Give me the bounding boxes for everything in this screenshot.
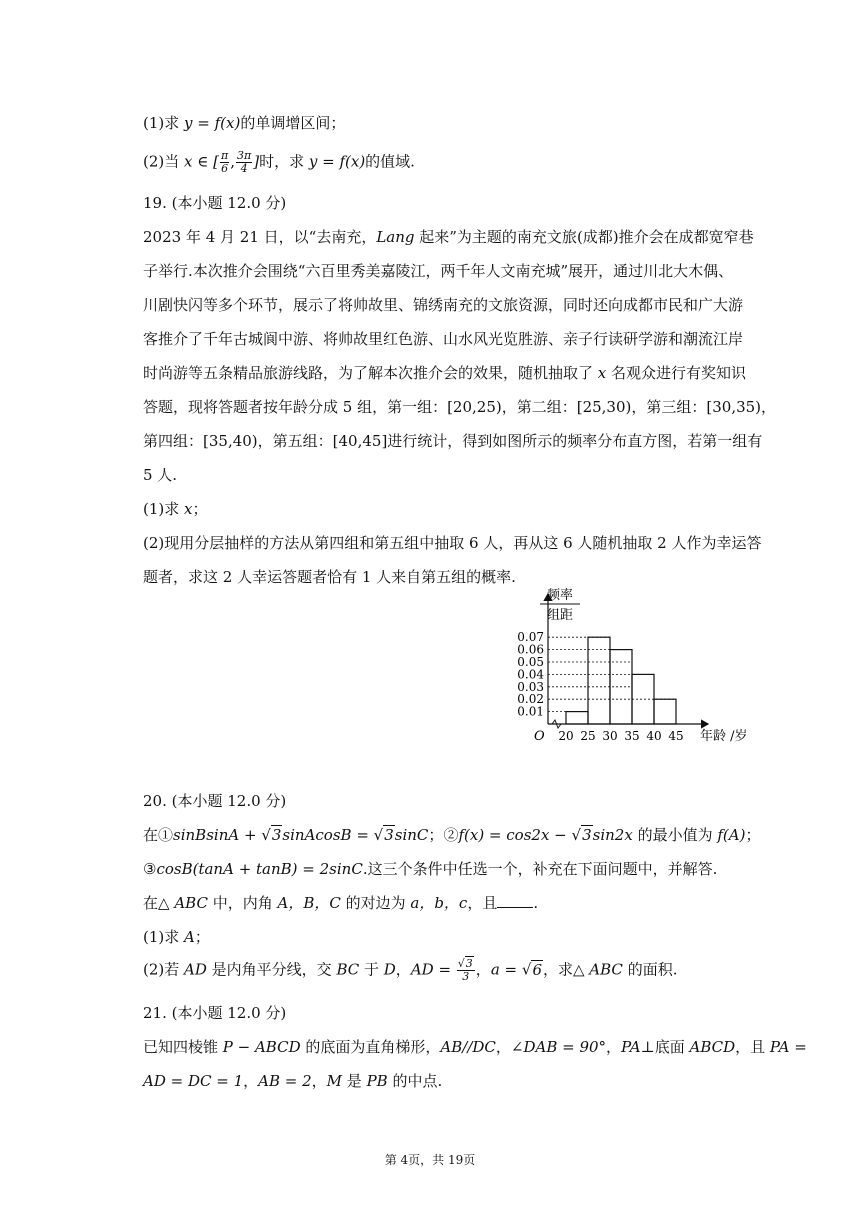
q20-l3-post: ，且 <box>467 894 498 912</box>
q20-l2-math: cosB(tanA + tanB) = 2sinC <box>156 860 363 878</box>
x-tick-label: 35 <box>624 729 640 743</box>
q19-part2-b: 题者，求这 2 人幸运答题者恰有 1 人来自第五组的概率. <box>143 568 516 586</box>
x-tick-label: 20 <box>558 729 574 743</box>
q18-part1 <box>143 112 345 133</box>
q19-line-5 <box>143 362 746 383</box>
fraction-sqrt3-3 <box>457 958 475 983</box>
q21-l1-mid2: ⊥底面 <box>640 1038 690 1056</box>
q20-l3-end: . <box>533 894 539 912</box>
x-tick-labels <box>558 729 683 743</box>
sqrt3: 3 <box>582 826 592 844</box>
y-tick-label: 0.02 <box>517 692 544 707</box>
q20-p2-end: 的面积. <box>622 960 678 979</box>
frac-num: π <box>220 149 229 162</box>
q20-header: 20. (本小题 12.0 分) <box>143 792 287 810</box>
q19-line-7: 第四组：[35,40)，第五组：[40,45]进行统计，得到如图所示的频率分布直方图，若第一组有 <box>143 432 763 450</box>
q20-l1-fa: f(A) <box>717 826 746 844</box>
histogram-bar <box>632 674 654 724</box>
q19-l1b: Lang <box>376 228 415 246</box>
q20-p2-ad2: AD = <box>410 960 456 979</box>
frac-den: 3 <box>462 970 470 983</box>
sqrt3: 3 <box>384 826 394 844</box>
q19-l5a: 时尚游等五条精品旅游线路，为了解本次推介会的效果，随机抽取了 <box>143 364 598 382</box>
q21-l1-m2: AB//DC <box>440 1038 496 1056</box>
histogram-bar <box>566 712 588 724</box>
frequency-histogram <box>500 584 760 749</box>
circled-3: ③ <box>143 860 157 878</box>
q20-line-3 <box>143 892 538 913</box>
frac-den: 6 <box>221 162 229 175</box>
page-footer: 第 4页，共 19页 <box>384 1153 476 1167</box>
comma: ， <box>395 960 411 979</box>
q19-l1a: 2023 年 4 月 21 日，以“去南充， <box>143 228 377 246</box>
x-tick-label: 45 <box>668 729 684 743</box>
q20-l1-m4: f(x) = cos2x − <box>458 826 572 844</box>
q20-line-2 <box>143 858 717 879</box>
fraction-3pi-4 <box>236 150 252 175</box>
q18-p1-math: y = f(x) <box>184 114 241 132</box>
comma: ， <box>606 1038 622 1056</box>
q21-l1-mid3: ，且 <box>735 1038 770 1056</box>
q21-l1-m6: PA = <box>769 1038 807 1056</box>
q20-l3-angles: A，B，C <box>277 894 341 912</box>
q20-p1-a: A <box>184 928 195 946</box>
y-tick-label: 0.04 <box>517 667 544 682</box>
q20-p2-d: D <box>383 960 396 979</box>
x-tick-label: 40 <box>646 729 662 743</box>
q21-line-2 <box>143 1070 442 1091</box>
sqrt3: 3 <box>465 957 473 970</box>
q20-p2-ad: AD <box>184 960 207 979</box>
q18-p2-post: 的值域. <box>365 152 415 171</box>
q20-l1-m2: sinAcosB = <box>282 826 374 844</box>
q20-l1-m3: sinC <box>394 826 429 844</box>
sep: ； <box>428 826 444 844</box>
histogram-bars <box>566 637 676 724</box>
q21-l1-m1: P − ABCD <box>222 1038 301 1056</box>
q19-line-4: 客推介了千年古城阆中游、将帅故里红色游、山水风光览胜游、亲子行读研学游和潮流江岸 <box>143 330 744 348</box>
y-label-top: 频率 <box>546 588 574 603</box>
q19-p1-post: ； <box>192 500 208 518</box>
q21-l2-post: 的中点. <box>387 1072 443 1090</box>
q20-part2: (2)若 AD 是内角平分线，交 BC 于 D，AD = $\frac{√3}{3}$ ，a = √6，求△ ABC 的面积. <box>143 957 678 983</box>
q19-line-8: 5 人. <box>143 466 178 484</box>
q18-p2-x: x ∈ [ <box>184 152 219 171</box>
comma: , <box>230 152 235 171</box>
q20-p1-pre: (1)求 <box>143 928 185 946</box>
q21-l1-m5: ABCD <box>689 1038 736 1056</box>
q19-l5b: x <box>597 364 607 382</box>
q18-p1-post: 的单调增区间； <box>240 114 346 132</box>
bracket-close: ] <box>253 152 260 171</box>
q18-p1-pre: (1)求 <box>143 114 185 132</box>
frac-num: 3π <box>237 149 252 162</box>
q21-l2-mid: 是 <box>342 1072 367 1090</box>
q19-line-6: 答题，现将答题者按年龄分成 5 组，第一组：[20,25)，第二组：[25,30)，第三组：[30,35)， <box>143 398 777 416</box>
fraction-pi-6 <box>220 150 229 175</box>
q19-l1c: 起来”为主题的南充文旅(成都)推介会在成都宽窄巷 <box>414 228 754 246</box>
q18-part2 <box>143 150 415 175</box>
q21-l1-m3: ∠DAB = 90° <box>510 1038 607 1056</box>
q20-line-1: 在①sinBsinA + √3sinAcosB = √3sinC；②f(x) = cos2x − √3sin2x 的最小值为 f(A)； <box>143 826 761 844</box>
q20-l3-abc: ABC <box>174 894 208 912</box>
q20-p2-mid2: 于 <box>359 960 384 979</box>
q18-p2-pre: (2)当 <box>143 152 185 171</box>
q20-p1-post: ； <box>194 928 210 946</box>
circled-1: ① <box>158 826 174 844</box>
q20-l3-sides: a，b，c <box>410 894 468 912</box>
dashed-guide-lines <box>548 637 676 711</box>
q18-p2-mid: 时，求 <box>259 152 309 171</box>
sqrt3: 3 <box>271 826 282 844</box>
q20-p2-pre: (2)若 <box>143 960 185 979</box>
histogram-bar <box>654 699 676 724</box>
q19-part1 <box>143 498 208 519</box>
q19-header: 19. (本小题 12.0 分) <box>143 194 287 212</box>
q19-p1-pre: (1)求 <box>143 500 185 518</box>
y-tick-label: 0.03 <box>517 679 544 694</box>
q18-p2-math: y = f(x) <box>308 152 366 171</box>
y-tick-label: 0.07 <box>517 630 544 645</box>
q21-l1-m4: PA <box>621 1038 641 1056</box>
q20-p2-bc: BC <box>336 960 360 979</box>
q20-l3-mid: 中，内角 <box>207 894 278 912</box>
y-tick-label: 0.01 <box>517 704 544 719</box>
q21-l2-m1: AD = DC = 1 <box>143 1072 244 1090</box>
y-tick-label: 0.06 <box>517 642 544 657</box>
sqrt6: 6 <box>532 960 542 979</box>
q21-line-1 <box>143 1036 807 1057</box>
q20-p2-post: ，求△ <box>542 960 590 979</box>
q20-part1 <box>143 926 210 947</box>
origin-label: O <box>534 729 545 744</box>
histogram-bar <box>588 637 610 724</box>
q21-header: 21. (本小题 12.0 分) <box>143 1004 287 1022</box>
q20-l1-pre: 在 <box>143 826 159 844</box>
q20-p2-mid: 是内角平分线，交 <box>206 960 337 979</box>
y-tick-label: 0.05 <box>517 655 544 669</box>
q19-part2-a: (2)现用分层抽样的方法从第四组和第五组中抽取 6 人，再从这 6 人随机抽取 2 人作为幸运答 <box>143 534 762 552</box>
circled-2: ② <box>443 826 459 844</box>
q19-p1-x: x <box>184 500 193 518</box>
q21-l2-m2: AB = 2 <box>258 1072 312 1090</box>
q21-l2-m4: PB <box>366 1072 388 1090</box>
q19-l5c: 名观众进行有奖知识 <box>606 364 747 382</box>
q20-l3-mid2: 的对边为 <box>340 894 411 912</box>
q20-l1-m1: sinBsinA + <box>173 826 262 844</box>
q19-line-3: 川剧快闪等多个环节，展示了将帅故里、锦绣南充的文旅资源，同时还向成都市民和广大游 <box>143 296 744 314</box>
y-label-bottom: 组距 <box>546 608 574 623</box>
x-tick-label: 25 <box>580 729 596 743</box>
comma: ， <box>243 1072 259 1090</box>
q20-l1-end: ； <box>745 826 761 844</box>
frac-num: √3 <box>457 957 473 970</box>
frac-den: 4 <box>240 162 248 175</box>
q19-line-2: 子举行.本次推介会围绕“六百里秀美嘉陵江，两千年人文南充城”展开，通过川北大木偶、 <box>143 262 734 280</box>
q21-l1-mid: 的底面为直角梯形， <box>300 1038 441 1056</box>
comma: ， <box>495 1038 511 1056</box>
comma: ， <box>311 1072 327 1090</box>
comma: ， <box>475 960 491 979</box>
q20-p2-abc: ABC <box>589 960 623 979</box>
q20-p2-a: a = <box>490 960 522 979</box>
y-tick-labels <box>517 630 544 718</box>
fill-in-blank <box>497 895 533 908</box>
q20-l3-pre: 在△ <box>143 894 175 912</box>
x-tick-label: 30 <box>602 729 618 743</box>
q19-line-1 <box>143 226 754 247</box>
x-axis-label: 年龄 /岁 <box>700 729 748 744</box>
q21-l1-pre: 已知四棱锥 <box>143 1038 223 1056</box>
q20-l1-post: 的最小值为 <box>632 826 718 844</box>
q21-l2-m3: M <box>326 1072 343 1090</box>
q20-l1-m5: sin2x <box>592 826 633 844</box>
q20-l2-post: .这三个条件中任选一个，补充在下面问题中，并解答. <box>362 860 718 878</box>
